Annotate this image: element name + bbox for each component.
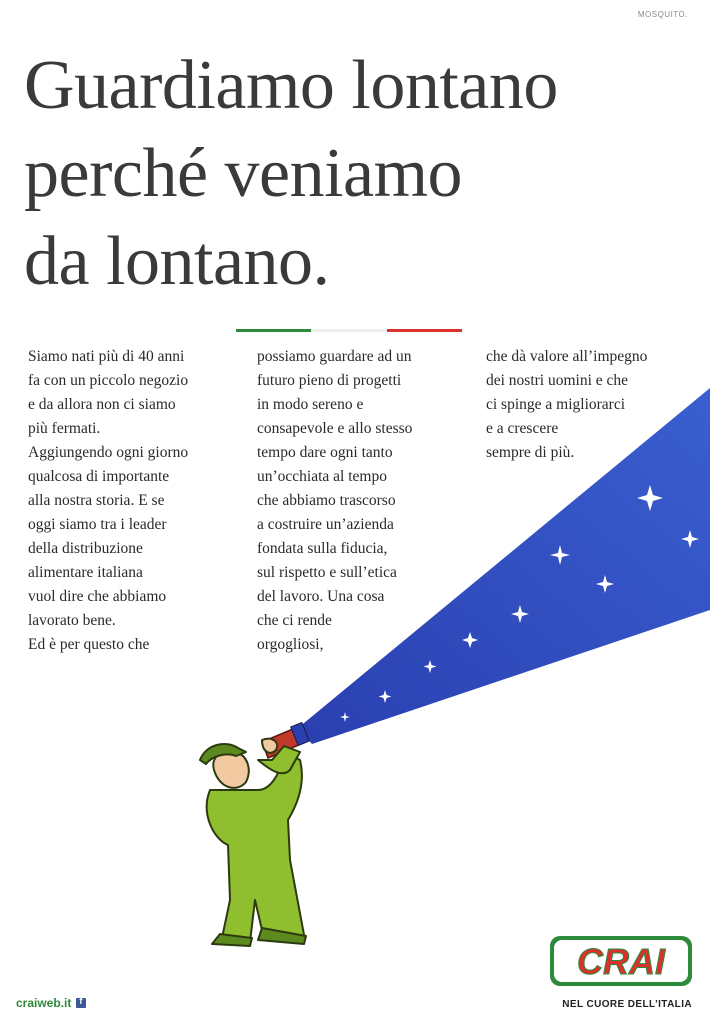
hand — [262, 739, 277, 753]
website-link[interactable]: craiweb.it — [16, 996, 72, 1010]
footer-website[interactable] — [16, 996, 86, 1010]
body-line: ci spinge a migliorarci — [486, 396, 626, 413]
body-line: sempre di più. — [486, 444, 575, 461]
flag-white — [311, 329, 386, 332]
body-line: vuol dire che abbiamo — [28, 588, 167, 605]
man-figure — [200, 739, 306, 946]
body-line: in modo sereno e — [257, 396, 364, 413]
body-line: che dà valore all’impegno — [486, 348, 648, 365]
body-line: e a crescere — [486, 420, 559, 437]
body-line: consapevole e allo stesso — [257, 420, 413, 437]
body-line: possiamo guardare ad un — [257, 348, 412, 365]
body-line: e da allora non ci siamo — [28, 396, 176, 413]
body-line: a costruire un’azienda — [257, 516, 394, 533]
starry-beam — [298, 388, 710, 744]
body-line: tempo dare ogni tanto — [257, 444, 393, 461]
agency-credit: MOSQUITO. — [637, 10, 688, 19]
body-line: qualcosa di importante — [28, 468, 170, 485]
body-line: oggi siamo tra i leader — [28, 516, 167, 533]
flag-red — [387, 329, 462, 332]
body-line: orgogliosi, — [257, 636, 324, 653]
logo-wordmark: CRAI — [577, 941, 665, 982]
crai-logo — [550, 936, 692, 986]
headline-line-1: Guardiamo lontano — [24, 47, 558, 124]
body-line: fa con un piccolo negozio — [28, 372, 189, 389]
body-line: Ed è per questo che — [28, 636, 150, 653]
body-line: alimentare italiana — [28, 564, 143, 581]
body-line: che abbiamo trascorso — [257, 492, 396, 509]
flag-green — [236, 329, 311, 332]
facebook-icon[interactable] — [76, 998, 86, 1008]
telescope-illustration — [0, 380, 710, 960]
body-line: futuro pieno di progetti — [257, 372, 402, 389]
body-line: sul rispetto e sull’etica — [257, 564, 397, 581]
headline-line-3: da lontano. — [24, 223, 330, 300]
body-line: del lavoro. Una cosa — [257, 588, 385, 605]
headline — [24, 42, 558, 306]
body-line: lavorato bene. — [28, 612, 116, 629]
body-line: Siamo nati più di 40 anni — [28, 348, 185, 365]
body-line: un’occhiata al tempo — [257, 468, 387, 485]
body-line: della distribuzione — [28, 540, 143, 557]
body-line: fondata sulla fiducia, — [257, 540, 388, 557]
body-line: alla nostra storia. E se — [28, 492, 165, 509]
logo-tagline: NEL CUORE DELL’ITALIA — [562, 999, 692, 1010]
body-line: più fermati. — [28, 420, 101, 437]
body-line: Aggiungendo ogni giorno — [28, 444, 189, 461]
italian-flag-divider — [236, 329, 462, 332]
body-line: dei nostri uomini e che — [486, 372, 629, 389]
body-line: che ci rende — [257, 612, 332, 629]
headline-line-2: perché veniamo — [24, 135, 463, 212]
